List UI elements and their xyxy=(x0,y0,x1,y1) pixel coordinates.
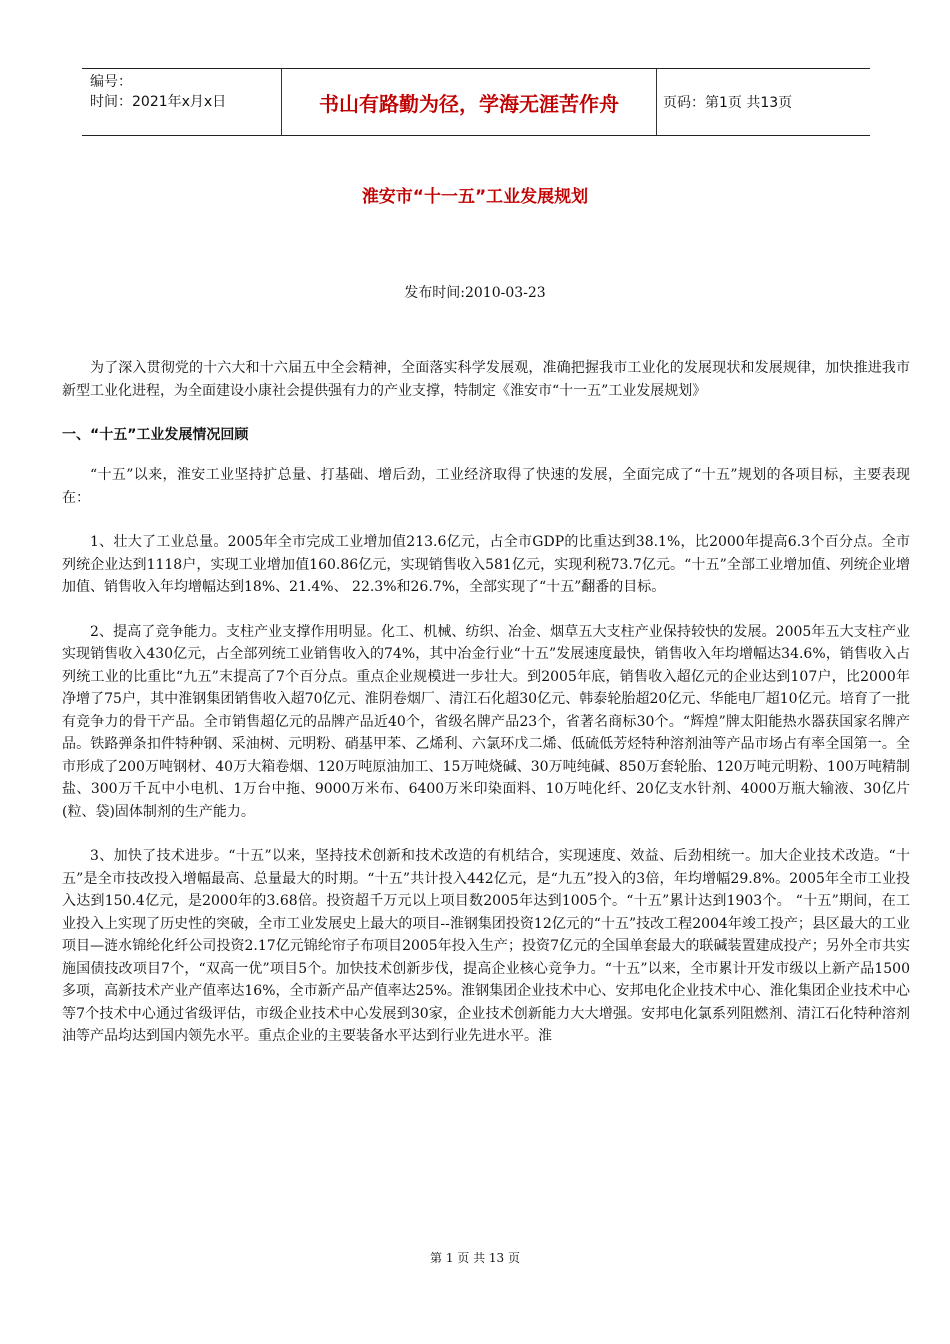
document-header xyxy=(82,68,870,136)
paragraph-3: 3、加快了技术进步。“十五”以来，坚持技术创新和技术改造的有机结合，实现速度、效益、后劲相统一。加大企业技术改造。“十五”是全市技改投入增幅最高、总量最大的时期。“十五”共计投入442亿元，是“九五”投入的3倍，年均增幅29.8%。2005年全市工业投入达到150.4亿元，是2000年的3.68倍。投资超千万元以上项目数2005年达到1005个。“十五”累计达到1903个。 “十五”期间，在工业投入上实现了历史性的突破，全市工业发展史上最大的项目--淮钢集团投资12亿元的“十五”技改工程2004年竣工投产；县区最大的工业项目—涟水锦纶化纤公司投资2.17亿元锦纶帘子布项目2005年投入生产；投资7亿元的全国单套最大的联碱装置建成投产；另外全市共实施国债技改项目7个，“双高一优”项目5个。加快技术创新步伐，提高企业核心竞争力。“十五”以来，全市累计开发市级以上新产品1500多项，高新技术产业产值率达16%，全市新产品产值率达25%。淮钢集团企业技术中心、安邦电化企业技术中心、淮化集团企业技术中心等7个技术中心通过省级评估，市级企业技术中心发展到30家，企业技术创新能力大大增强。安邦电化氯系列阻燃剂、清江石化特种溶剂油等产品均达到国内领先水平。重点企业的主要装备水平达到行业先进水平。淮 xyxy=(62,848,910,1044)
header-number: 编号： xyxy=(90,74,132,90)
document-title: 淮安市“十一五”工业发展规划 xyxy=(361,187,589,207)
paragraph-1: 1、壮大了工业总量。2005年全市完成工业增加值213.6亿元，占全市GDP的比重达到38.1%，比2000年提高6.3个百分点。全市列统企业达到1118户，实现工业增加值160.86亿元，实现销售收入581亿元，实现利税73.7亿元。“十五”全部工业增加值、列统企业增加值、销售收入年均增幅达到18%、21.4%、 22.3%和26.7%，全部实现了“十五”翻番的目标。 xyxy=(62,534,910,595)
header-meta xyxy=(82,69,282,135)
paragraph-2: 2、提高了竞争能力。支柱产业支撑作用明显。化工、机械、纺织、冶金、烟草五大支柱产业保持较快的发展。2005年五大支柱产业实现销售收入430亿元，占全部列统工业销售收入的74%，其中冶金行业“十五”发展速度最快，销售收入年均增幅达34.6%，销售收入占列统工业的比重比“九五”末提高了7个百分点。重点企业规模进一步壮大。到2005年底，销售收入超亿元的企业达到107户，比2000年净增了75户，其中淮钢集团销售收入超70亿元、淮阴卷烟厂、清江石化超30亿元、韩泰轮胎超20亿元、华能电厂超10亿元。培育了一批有竞争力的骨干产品。全市销售超亿元的品牌产品近40个，省级名牌产品23个，省著名商标30个。“辉煌”牌太阳能热水器获国家名牌产品。铁路弹条扣件特种钢、采油树、元明粉、硝基甲苯、乙烯利、六氯环戊二烯、低硫低芳烃特种溶剂油等产品市场占有率全国第一。全市形成了200万吨钢材、40万大箱卷烟、120万吨原油加工、15万吨烧碱、30万吨纯碱、850万套轮胎、120万吨元明粉、100万吨精制盐、300万千瓦中小电机、1万台中拖、9000万米布、6400万米印染面料、10万吨化纤、20亿支水针剂、4000万瓶大输液、30亿片(粒、袋)固体制剂的生产能力。 xyxy=(62,623,910,820)
document-body xyxy=(62,357,910,1070)
section-intro-paragraph: “十五”以来，淮安工业坚持扩总量、打基础、增后劲，工业经济取得了快速的发展，全面完成了“十五”规划的各项目标，主要表现在： xyxy=(62,467,910,506)
page-footer: 第 1 页 共 13 页 xyxy=(430,1251,520,1265)
publish-time: 发布时间:2010-03-23 xyxy=(404,285,546,301)
header-motto: 书山有路勤为径，学海无涯苦作舟 xyxy=(282,69,657,135)
header-page: 页码：第1页 共13页 xyxy=(663,95,793,111)
header-date: 时间：2021年x月x日 xyxy=(90,94,227,110)
intro-paragraph: 为了深入贯彻党的十六大和十六届五中全会精神，全面落实科学发展观，准确把握我市工业化的发展现状和发展规律，加快推进我市新型工业化进程，为全面建设小康社会提供强有力的产业支撑，特制定《淮安市“十一五”工业发展规划》 xyxy=(62,360,910,399)
section-heading: 一、“十五”工业发展情况回顾 xyxy=(62,427,249,443)
